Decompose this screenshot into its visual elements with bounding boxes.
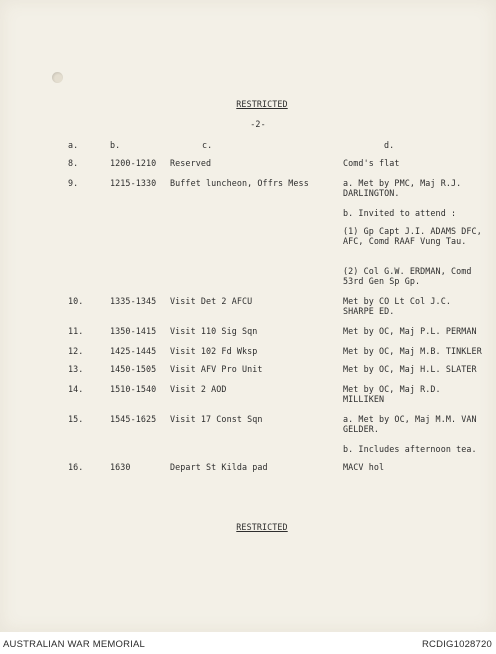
row-activity: Reserved — [170, 158, 212, 168]
column-header-c: c. — [202, 140, 213, 150]
row-remark: (2) Col G.W. ERDMAN, Comd 53rd Gen Sp Gp. — [343, 266, 472, 286]
row-remark: MACV hol — [343, 462, 385, 472]
row-activity: Visit 2 AOD — [170, 384, 227, 394]
row-remark: Met by OC, Maj P.L. PERMAN — [343, 326, 477, 336]
classification-footer: RESTRICTED — [236, 522, 288, 532]
archive-reference: RCDIG1028720 — [422, 639, 492, 650]
row-number: 8. — [68, 158, 79, 168]
row-remark: Met by OC, Maj H.L. SLATER — [343, 364, 477, 374]
row-remark: b. Includes afternoon tea. — [343, 444, 477, 454]
column-header-d: d. — [384, 140, 395, 150]
row-remark: a. Met by OC, Maj M.M. VAN GELDER. — [343, 414, 477, 434]
row-activity: Visit 102 Fd Wksp — [170, 346, 258, 356]
row-remark: Met by OC, Maj M.B. TINKLER — [343, 346, 482, 356]
row-number: 11. — [68, 326, 84, 336]
row-activity: Buffet luncheon, Offrs Mess — [170, 178, 309, 188]
row-number: 14. — [68, 384, 84, 394]
row-activity: Visit Det 2 AFCU — [170, 296, 253, 306]
row-time: 1510-1540 — [110, 384, 157, 394]
page-number: -2- — [250, 119, 266, 129]
row-remark: Comd's flat — [343, 158, 400, 168]
row-time: 1335-1345 — [110, 296, 157, 306]
row-time: 1215-1330 — [110, 178, 157, 188]
row-remark: a. Met by PMC, Maj R.J. DARLINGTON. — [343, 178, 462, 198]
punch-hole — [52, 72, 63, 83]
row-number: 12. — [68, 346, 84, 356]
row-number: 15. — [68, 414, 84, 424]
row-time: 1425-1445 — [110, 346, 157, 356]
row-activity: Visit 17 Const Sqn — [170, 414, 263, 424]
row-time: 1200-1210 — [110, 158, 157, 168]
row-time: 1545-1625 — [110, 414, 157, 424]
column-header-b: b. — [110, 140, 121, 150]
row-remark: b. Invited to attend : — [343, 208, 457, 218]
archive-name: AUSTRALIAN WAR MEMORIAL — [3, 639, 146, 650]
row-activity: Depart St Kilda pad — [170, 462, 268, 472]
row-activity: Visit AFV Pro Unit — [170, 364, 263, 374]
classification-heading: RESTRICTED — [236, 99, 288, 109]
row-number: 13. — [68, 364, 84, 374]
row-remark: Met by OC, Maj R.D. MILLIKEN — [343, 384, 441, 404]
row-number: 10. — [68, 296, 84, 306]
row-remark: (1) Gp Capt J.I. ADAMS DFC, AFC, Comd RAAF Vung Tau. — [343, 226, 482, 246]
row-remark: Met by CO Lt Col J.C. SHARPE ED. — [343, 296, 451, 316]
row-activity: Visit 110 Sig Sqn — [170, 326, 258, 336]
row-number: 16. — [68, 462, 84, 472]
row-time: 1630 — [110, 462, 131, 472]
row-time: 1450-1505 — [110, 364, 157, 374]
column-header-a: a. — [68, 140, 79, 150]
row-number: 9. — [68, 178, 79, 188]
row-time: 1350-1415 — [110, 326, 157, 336]
